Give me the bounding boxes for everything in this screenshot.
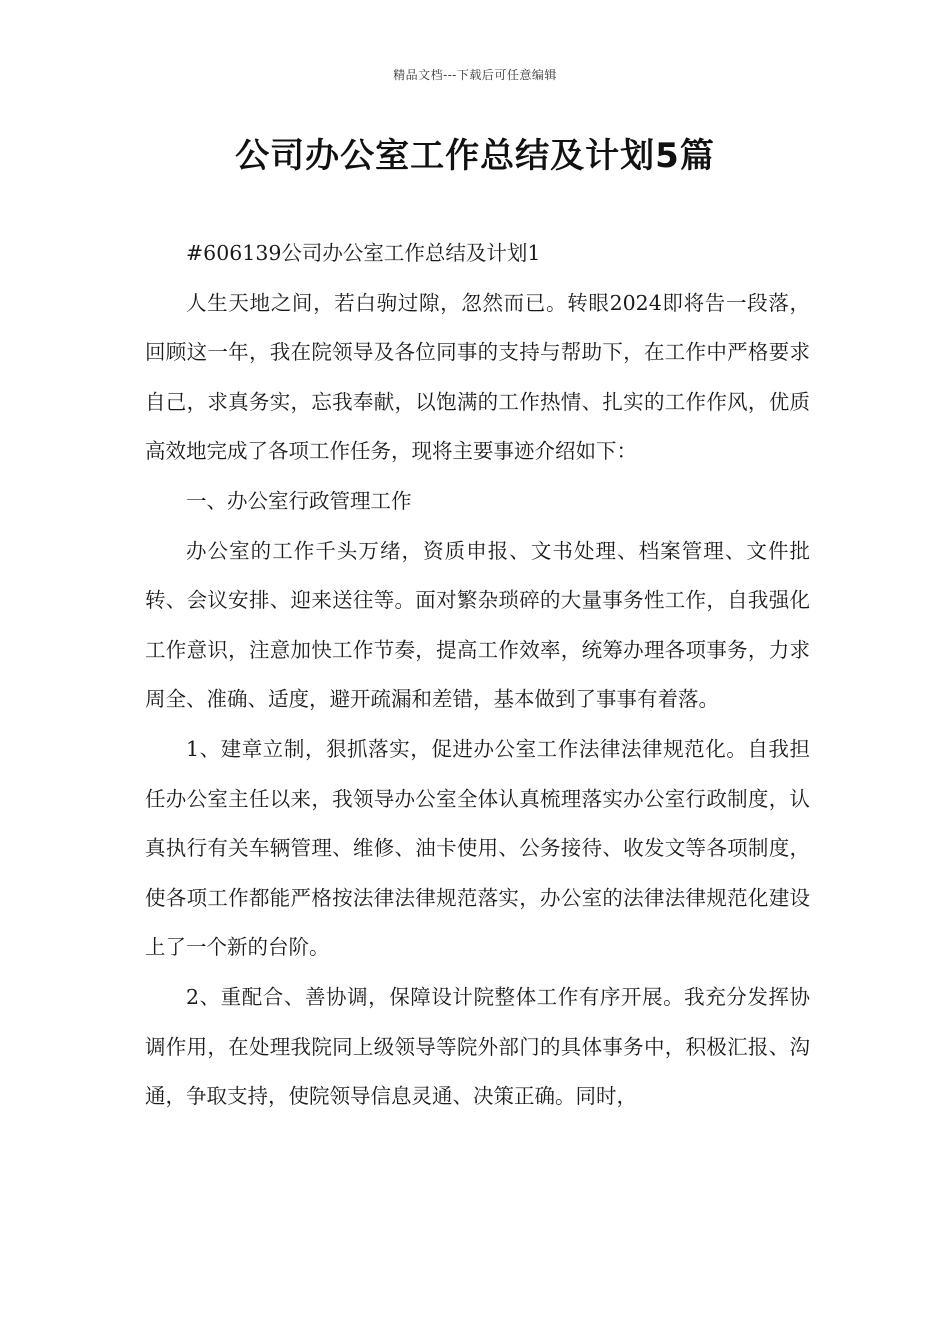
section-heading-1: #606139公司办公室工作总结及计划1: [186, 241, 541, 265]
subheading-admin-work: 一、办公室行政管理工作: [186, 488, 412, 513]
intro-paragraph: 人生天地之间，若白驹过隙，忽然而已。转眼2024即将告一段落，回顾这一年，我在院领导及各位同事的支持与帮助下，在工作中严格要求自己，求真务实，忘我奉献，以饱满的工作热情、扎实的工作作风，优质高效地完成了各项工作任务，现将主要事迹介绍如下：: [145, 290, 810, 464]
point-1-paragraph: 1、建章立制，狠抓落实，促进办公室工作法律法律规范化。自我担任办公室主任以来，我领导办公室全体认真梳理落实办公室行政制度，认真执行有关车辆管理、维修、油卡使用、公务接待、收发文等各项制度，使各项工作都能严格按法律法律规范落实，办公室的法律法律规范化建设上了一个新的台阶。: [145, 736, 810, 960]
point-2-paragraph: 2、重配合、善协调，保障设计院整体工作有序开展。我充分发挥协调作用，在处理我院同上级领导等院外部门的具体事务中，积极汇报、沟通，争取支持，使院领导信息灵通、决策正确。同时，: [145, 984, 810, 1109]
admin-work-paragraph: 办公室的工作千头万绪，资质申报、文书处理、档案管理、文件批转、会议安排、迎来送往等。面对繁杂琐碎的大量事务性工作，自我强化工作意识，注意加快工作节奏，提高工作效率，统筹办理各项事务，力求周全、准确、适度，避开疏漏和差错，基本做到了事事有着落。: [145, 538, 810, 712]
document-body: [145, 229, 810, 1122]
document-title: 公司办公室工作总结及计划5篇: [235, 136, 715, 176]
header-note: 精品文档---下载后可任意编辑: [393, 68, 557, 82]
